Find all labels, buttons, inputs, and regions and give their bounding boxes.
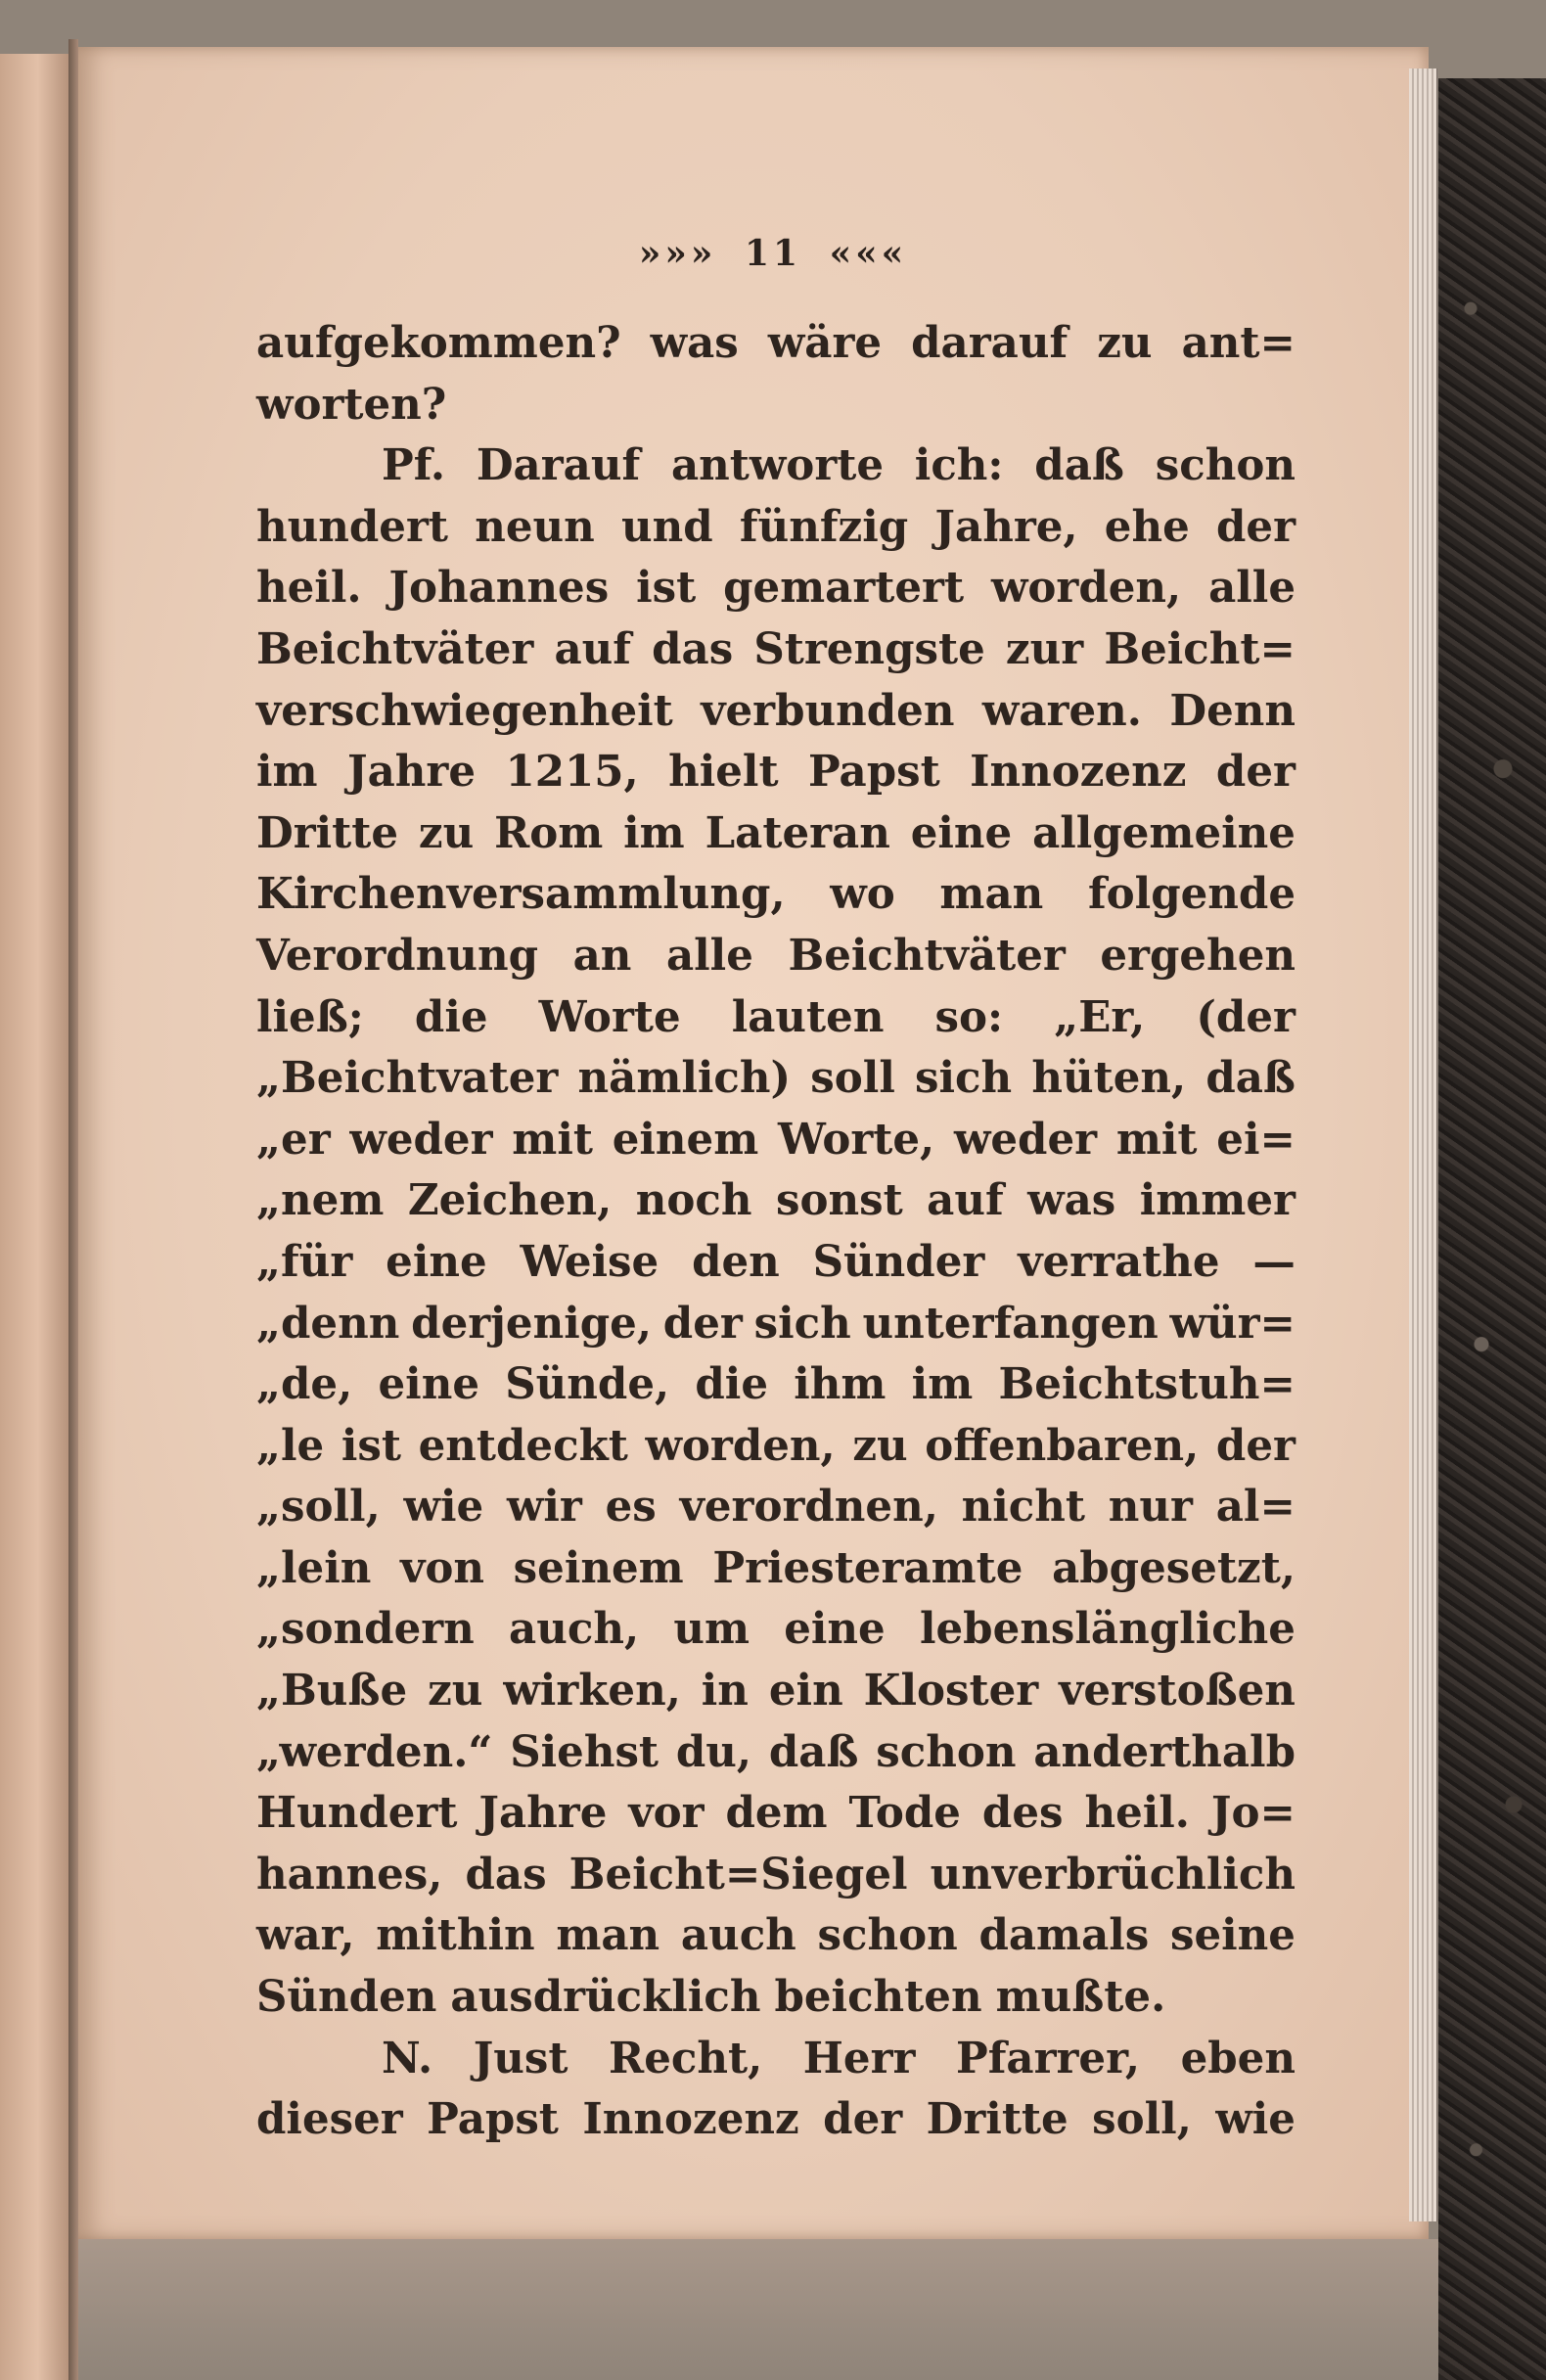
ornament-right: ««« <box>829 233 908 274</box>
text-line: „nem Zeichen, noch sonst auf was immer <box>256 1175 1296 1226</box>
text-line: aufgekommen? was wäre darauf zu ant= <box>256 318 1296 368</box>
text-line: hundert neun und fünfzig Jahre, ehe der <box>256 501 1296 552</box>
text-line: dieser Papst Innozenz der Dritte soll, wie <box>256 2094 1296 2145</box>
text-line: „Beichtvater nämlich) soll sich hüten, daß <box>256 1053 1296 1104</box>
text-line: Verordnung an alle Beichtväter ergehen <box>256 930 1296 981</box>
text-line: „Buße zu wirken, in ein Kloster verstoßen <box>256 1666 1296 1716</box>
text-line: Dritte zu Rom im Lateran eine allgemeine <box>256 807 1296 858</box>
text-line: Pf. Darauf antworte ich: daß schon <box>382 440 1296 491</box>
text-line: „de, eine Sünde, die ihm im Beichtstuh= <box>256 1359 1296 1410</box>
text-line: „soll, wie wir es verordnen, nicht nur al= <box>256 1482 1296 1533</box>
page-number: 11 <box>744 233 802 274</box>
text-line: N. Just Recht, Herr Pfarrer, eben <box>382 2033 1296 2083</box>
text-line: „sondern auch, um eine lebenslängliche <box>256 1604 1296 1655</box>
text-line: hannes, das Beicht=Siegel unverbrüchlich <box>256 1849 1296 1899</box>
text-line: war, mithin man auch schon damals seine <box>256 1910 1296 1961</box>
page-edges <box>1409 69 1437 2221</box>
book-gutter <box>68 39 78 2380</box>
text-line: „le ist entdeckt worden, zu offenbaren, der <box>256 1420 1296 1471</box>
running-head <box>254 233 1292 274</box>
ornament-left: »»» <box>638 233 717 274</box>
text-line: ließ; die Worte lauten so: „Er, (der <box>256 991 1296 1042</box>
text-line: „lein von seinem Priesteramte abgesetzt, <box>256 1542 1296 1593</box>
text-line: heil. Johannes ist gemartert worden, alle <box>256 563 1296 614</box>
text-line: Hundert Jahre vor dem Tode des heil. Jo= <box>256 1788 1296 1839</box>
text-line: Sünden ausdrücklich beichten mußte. <box>256 1972 1166 2023</box>
text-line: worten? <box>256 379 447 430</box>
text-line: Beichtväter auf das Strengste zur Beicht= <box>256 623 1296 674</box>
text-line: „werden.“ Siehst du, daß schon anderthalb <box>256 1726 1296 1777</box>
body-text <box>256 313 1296 2151</box>
text-line: „für eine Weise den Sünder verrathe — <box>256 1236 1296 1287</box>
text-line: verschwiegenheit verbunden waren. Denn <box>256 685 1296 736</box>
bottom-shadow <box>78 2239 1438 2380</box>
text-line: Kirchenversammlung, wo man folgende <box>256 869 1296 920</box>
text-line: „denn derjenige, der sich unterfangen wür= <box>256 1298 1296 1349</box>
text-line: „er weder mit einem Worte, weder mit ei= <box>256 1114 1296 1165</box>
marbled-cover <box>1438 78 1546 2380</box>
text-line: im Jahre 1215, hielt Papst Innozenz der <box>256 747 1296 798</box>
left-page-edge <box>0 54 70 2380</box>
